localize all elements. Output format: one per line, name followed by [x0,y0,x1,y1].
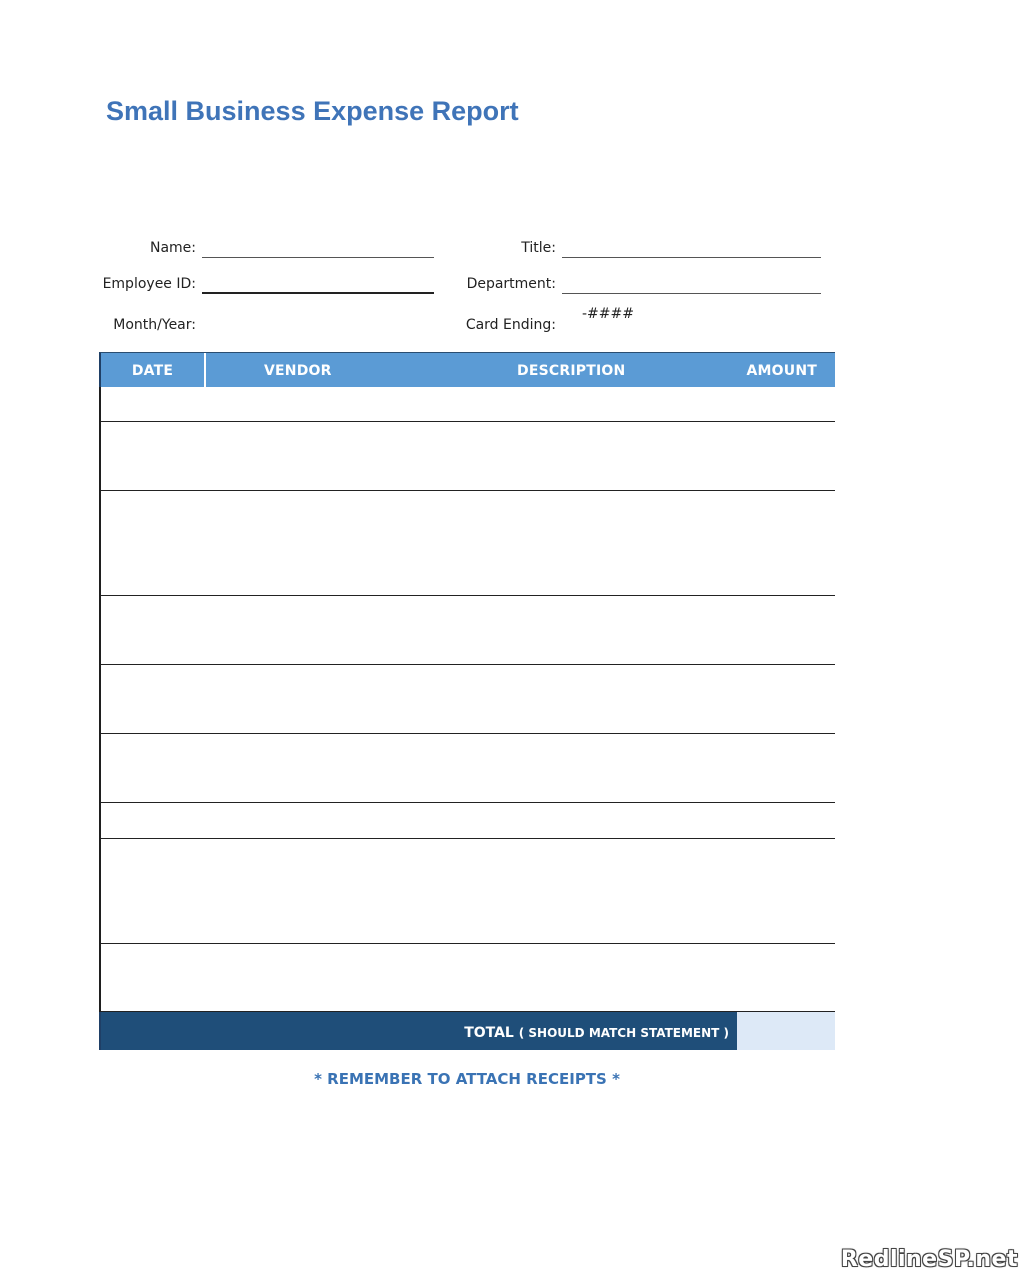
employee-id-label: Employee ID: [102,276,196,292]
header-vendor: VENDOR [264,363,332,379]
table-header [99,352,835,387]
total-label [464,1012,729,1050]
card-ending-value[interactable]: -#### [582,306,634,322]
name-label: Name: [149,240,196,256]
department-label: Department: [466,276,556,292]
table-row[interactable] [99,944,835,1012]
table-row[interactable] [99,803,835,839]
watermark: RedlineSP.net [840,1247,1018,1272]
report-title: Small Business Expense Report [106,96,519,126]
header-date: DATE [101,353,206,387]
total-note: ( SHOULD MATCH STATEMENT ) [518,1026,729,1040]
attach-receipts-reminder: * REMEMBER TO ATTACH RECEIPTS * [314,1070,620,1088]
total-amount-cell[interactable] [737,1012,835,1050]
title-field[interactable] [562,257,821,258]
table-row[interactable] [99,387,835,422]
title-label: Title: [521,240,556,256]
header-amount: AMOUNT [746,363,817,379]
table-row[interactable] [99,596,835,665]
table-row[interactable] [99,491,835,596]
table-row[interactable] [99,665,835,734]
name-field[interactable] [202,257,434,258]
employee-id-field[interactable] [202,292,434,294]
total-label-text: TOTAL [464,1025,514,1041]
table-row[interactable] [99,734,835,803]
header-description: DESCRIPTION [517,363,626,379]
card-ending-label: Card Ending: [465,317,556,333]
table-row[interactable] [99,839,835,944]
expense-table [99,352,835,1050]
table-row[interactable] [99,422,835,491]
month-year-label: Month/Year: [113,317,196,333]
total-row [99,1012,835,1050]
department-field[interactable] [562,293,821,294]
